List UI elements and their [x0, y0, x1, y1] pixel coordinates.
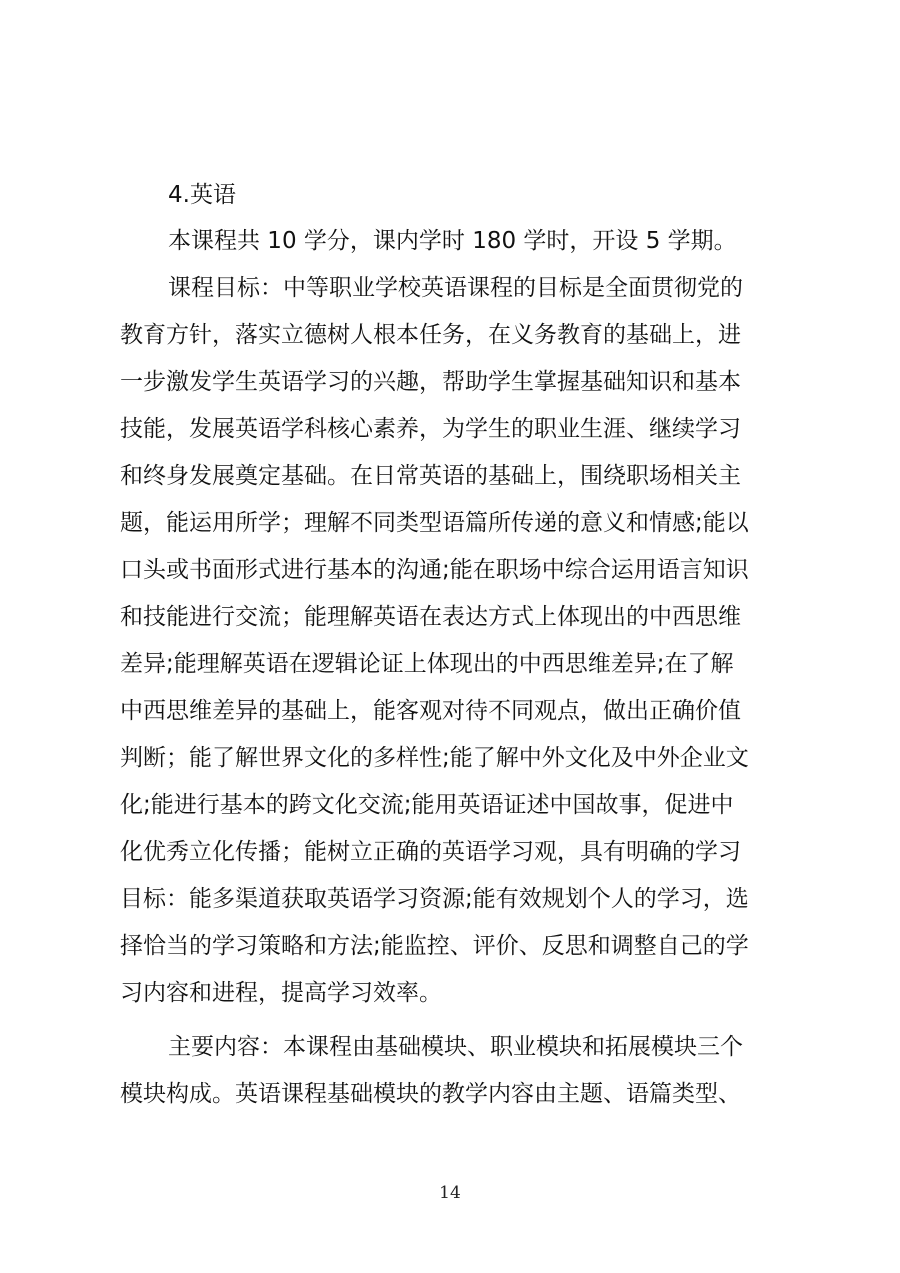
paragraph-line: 课程目标：中等职业学校英语课程的目标是全面贯彻党的 [168, 275, 743, 301]
paragraph-line: 化优秀立化传播；能树立正确的英语学习观，具有明确的学习 [120, 839, 741, 865]
section-heading: 4.英语 [168, 182, 236, 208]
course-intro: 本课程共 10 学分，课内学时 180 学时，开设 5 学期。 [168, 228, 737, 254]
paragraph-line: 口头或书面形式进行基本的沟通;能在职场中综合运用语言知识 [120, 557, 749, 583]
paragraph-line: 主要内容：本课程由基础模块、职业模块和拓展模块三个 [168, 1034, 743, 1060]
paragraph-line: 技能，发展英语学科核心素养，为学生的职业生涯、继续学习 [120, 416, 741, 442]
paragraph-line: 判断；能了解世界文化的多样性;能了解中外文化及中外企业文 [120, 745, 749, 771]
paragraph-line: 习内容和进程，提高学习效率。 [120, 980, 442, 1006]
paragraph-line: 择恰当的学习策略和方法;能监控、评价、反思和调整自己的学 [120, 933, 749, 959]
paragraph-line: 模块构成。英语课程基础模块的教学内容由主题、语篇类型、 [120, 1081, 741, 1107]
paragraph-line: 教育方针，落实立德树人根本任务，在义务教育的基础上，进 [120, 322, 741, 348]
paragraph-line: 和终身发展奠定基础。在日常英语的基础上，围绕职场相关主 [120, 463, 741, 489]
paragraph-line: 中西思维差异的基础上，能客观对待不同观点，做出正确价值 [120, 698, 741, 724]
paragraph-line: 差异;能理解英语在逻辑论证上体现出的中西思维差异;在了解 [120, 651, 734, 677]
paragraph-line: 和技能进行交流；能理解英语在表达方式上体现出的中西思维 [120, 604, 741, 630]
paragraph-line: 目标：能多渠道获取英语学习资源;能有效规划个人的学习，选 [120, 886, 749, 912]
paragraph-line: 一步激发学生英语学习的兴趣，帮助学生掌握基础知识和基本 [120, 369, 741, 395]
paragraph-line: 题，能运用所学；理解不同类型语篇所传递的意义和情感;能以 [120, 510, 749, 536]
paragraph-line: 化;能进行基本的跨文化交流;能用英语证述中国故事，促进中 [120, 792, 734, 818]
page-number: 14 [439, 1183, 461, 1203]
